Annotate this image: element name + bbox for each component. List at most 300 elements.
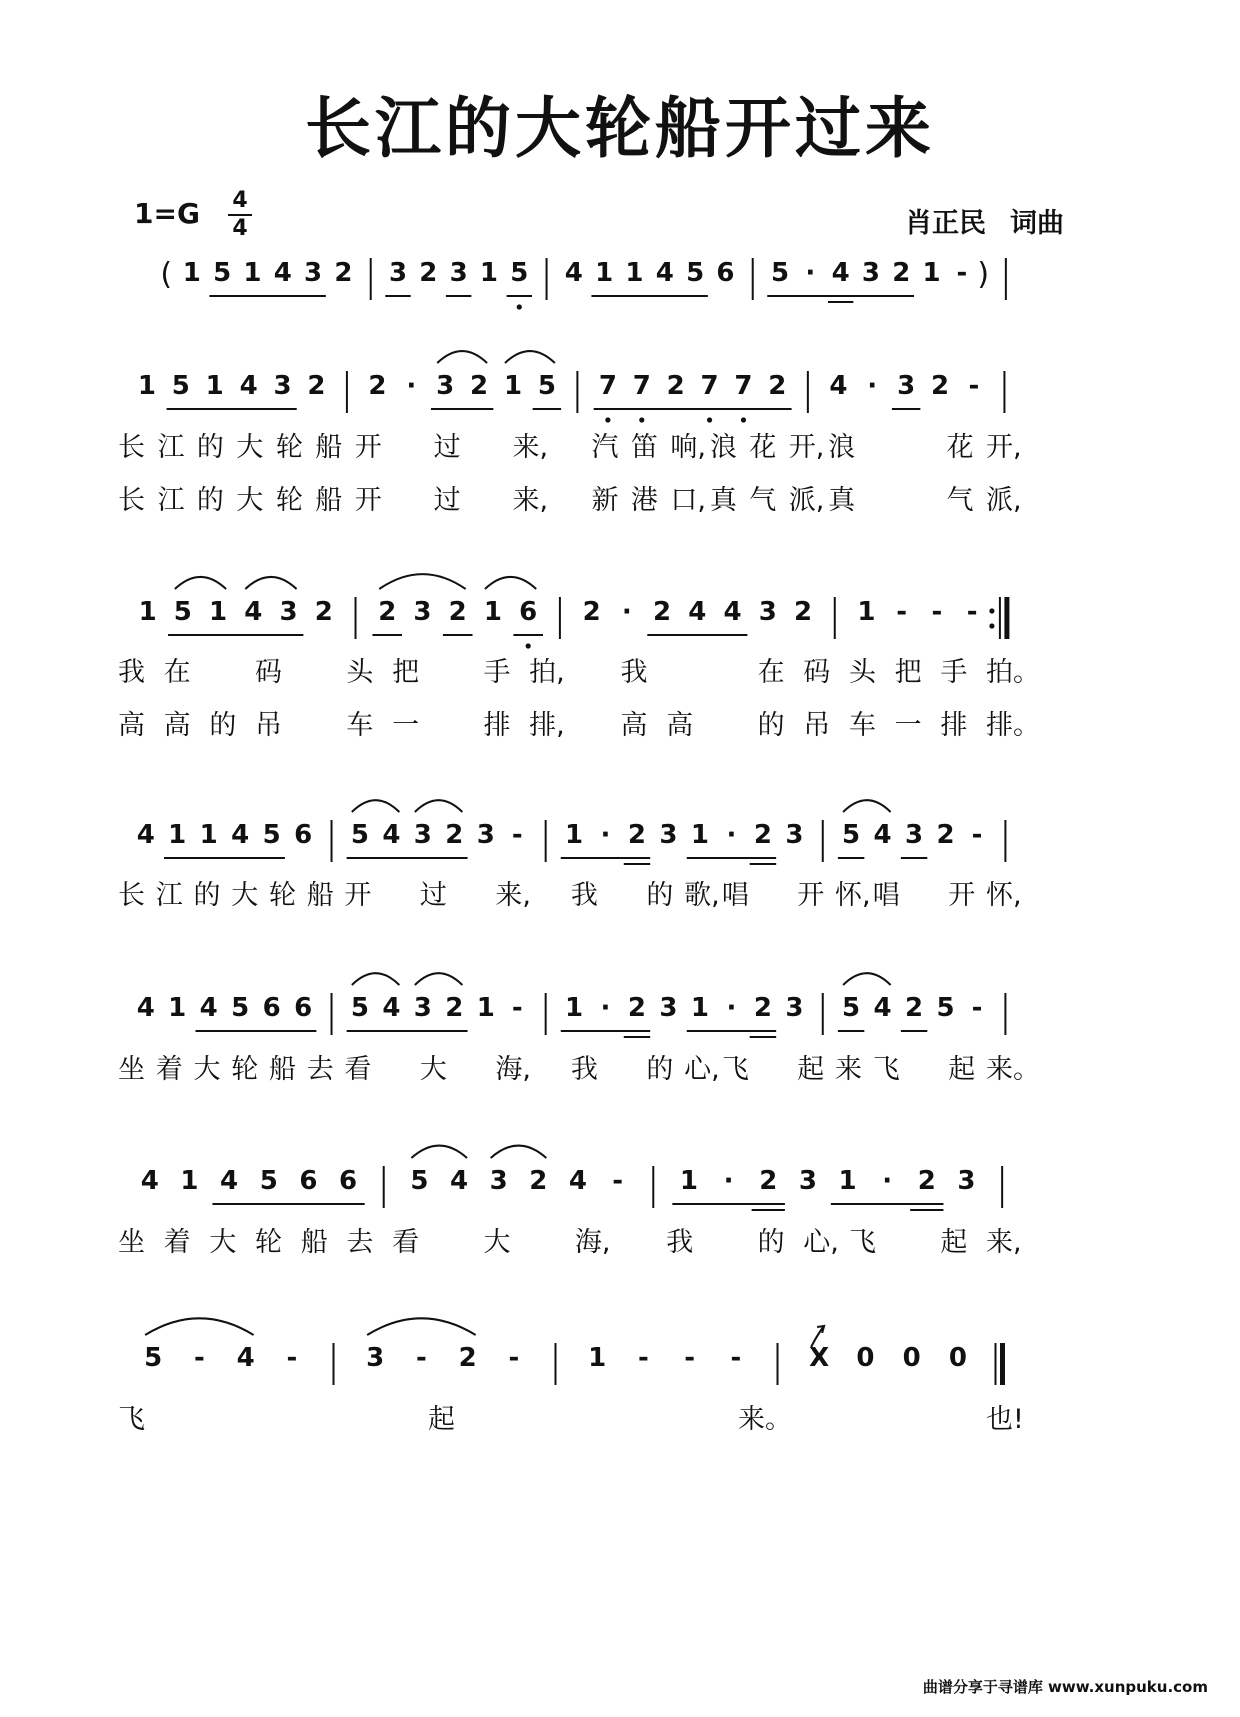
note: 3	[861, 258, 880, 288]
lyric-syllable: 吊	[255, 710, 283, 741]
note: 1	[679, 1166, 698, 1196]
lyric-syllable: 来,	[495, 880, 531, 911]
lyric-syllable: 开	[344, 880, 372, 911]
composer-name: 肖正民	[905, 208, 986, 239]
note: 4	[568, 1166, 587, 1196]
dotted-rhythm: ·	[600, 820, 611, 850]
note: 2	[470, 371, 489, 401]
note-extension: -	[956, 258, 968, 288]
lyric-syllable: 轮	[231, 1054, 259, 1085]
note: 5	[410, 1166, 429, 1196]
lyric-syllable: 真	[828, 485, 856, 516]
lyric-syllable: 大	[236, 485, 264, 516]
note: 7	[700, 371, 719, 401]
lyric-syllable: 江	[155, 880, 183, 911]
lyric-syllable: 轮	[275, 485, 303, 516]
octave-dot-below	[707, 417, 712, 422]
lyric-syllable: 吊	[803, 710, 831, 741]
note: 6	[262, 993, 281, 1023]
note: 4	[136, 820, 155, 850]
note: 0	[948, 1343, 967, 1373]
dotted-rhythm: ·	[867, 371, 878, 401]
lyric-syllable: 坐	[118, 1054, 145, 1085]
note: 1	[588, 1343, 607, 1373]
note: 3	[279, 597, 298, 627]
lyric-syllable: 飞	[118, 1404, 145, 1435]
octave-dot-below	[741, 417, 746, 422]
note: 2	[768, 371, 787, 401]
lyric-syllable: 把	[392, 657, 420, 688]
lyric-syllable: 排	[483, 710, 511, 741]
lyric-syllable: 着	[163, 1227, 191, 1258]
lyric-syllable: 来,	[512, 485, 549, 516]
lyric-syllable: 来	[835, 1054, 863, 1085]
note: 1	[138, 597, 157, 627]
lyric-syllable: 大	[231, 880, 259, 911]
lyric-syllable: 起	[428, 1404, 455, 1435]
note: 3	[798, 1166, 817, 1196]
note: 2	[936, 820, 955, 850]
lyric-syllable: 开,	[986, 432, 1022, 463]
note: 3	[413, 820, 432, 850]
note: 6	[294, 820, 313, 850]
song-title: 长江的大轮船开过来	[305, 90, 935, 167]
lyric-syllable: 高	[163, 710, 191, 741]
lyric-syllable: 排。	[986, 710, 1040, 741]
parenthesis: (	[160, 257, 173, 292]
note: 2	[445, 820, 464, 850]
lyric-syllable: 气	[749, 485, 777, 516]
note: 2	[627, 993, 647, 1023]
note: 7	[632, 371, 651, 401]
note: 1	[625, 258, 644, 288]
note: 5	[171, 371, 190, 401]
note: 4	[564, 258, 583, 288]
note: 2	[314, 597, 333, 627]
note-extension: -	[684, 1343, 696, 1373]
note: 1	[182, 258, 201, 288]
note: 6	[294, 993, 313, 1023]
lyric-syllable: 过	[433, 432, 461, 463]
note: 3	[897, 371, 916, 401]
lyric-syllable: 码	[255, 657, 283, 688]
note: 1	[690, 820, 709, 850]
note: 3	[785, 820, 804, 850]
slur	[367, 1318, 476, 1335]
parenthesis: )	[977, 257, 990, 292]
lyric-syllable: 的	[193, 880, 221, 911]
lyric-syllable: 来。	[738, 1404, 792, 1435]
lyric-syllable: 开,	[788, 432, 825, 463]
note: 5	[686, 258, 705, 288]
lyric-syllable: 浪	[709, 432, 737, 463]
note: 2	[307, 371, 326, 401]
note: 3	[758, 597, 777, 627]
lyric-syllable: 轮	[275, 432, 303, 463]
lyric-syllable: 我	[666, 1227, 694, 1258]
note: 6	[716, 258, 735, 288]
key-signature: 1=G	[134, 197, 200, 230]
lyric-syllable: 起	[948, 1054, 976, 1085]
time-signature-bottom: 4	[232, 216, 248, 241]
lyric-syllable: 轮	[255, 1227, 283, 1258]
note: 2	[378, 597, 397, 627]
lyric-syllable: 大	[483, 1227, 511, 1258]
note: 2	[753, 820, 772, 850]
note-extension: -	[730, 1343, 742, 1373]
note: X	[809, 1343, 830, 1373]
time-signature-top: 4	[232, 188, 248, 213]
note: 4	[723, 597, 742, 627]
note: 2	[759, 1166, 778, 1196]
lyric-syllable: 长	[118, 432, 145, 463]
note: 5	[262, 820, 281, 850]
note: 1	[180, 1166, 199, 1196]
note: 3	[659, 993, 678, 1023]
note: 3	[476, 820, 495, 850]
note-extension: -	[971, 820, 983, 850]
note: 4	[236, 1343, 255, 1373]
dotted-rhythm: ·	[600, 993, 611, 1023]
note: 2	[753, 993, 772, 1023]
note: 3	[905, 820, 924, 850]
lyric-syllable: 飞	[721, 1054, 749, 1085]
octave-dot-below	[605, 417, 610, 422]
lyric-syllable: 我	[620, 657, 648, 688]
note: 5	[770, 258, 790, 288]
lyric-syllable: 歌,	[684, 880, 720, 911]
slur	[415, 800, 462, 812]
note: 3	[785, 993, 804, 1023]
slur	[379, 574, 465, 589]
lyric-syllable: 真	[709, 485, 737, 516]
lyric-syllable: 怀,	[986, 880, 1022, 911]
lyric-syllable: 看	[344, 1054, 372, 1085]
slur	[145, 1318, 254, 1335]
note-extension: -	[612, 1166, 623, 1196]
lyric-syllable: 港	[630, 485, 658, 516]
note: 4	[831, 258, 850, 288]
lyric-syllable: 长	[118, 485, 145, 516]
note: 2	[334, 258, 353, 288]
note: 5	[537, 371, 556, 401]
note: 1	[199, 820, 218, 850]
octave-dot-below	[517, 304, 522, 309]
note: 4	[655, 258, 674, 288]
lyric-syllable: 口,	[670, 485, 706, 516]
lyric-syllable: 飞	[872, 1054, 900, 1085]
note: 4	[829, 371, 848, 401]
note: 2	[458, 1343, 477, 1373]
note: 1	[168, 993, 187, 1023]
note-extension: -	[968, 371, 980, 401]
lyric-syllable: 排,	[529, 710, 565, 741]
note: 3	[957, 1166, 976, 1196]
lyric-syllable: 头	[346, 657, 374, 688]
note: 3	[366, 1343, 385, 1373]
lyric-syllable: 大	[236, 432, 264, 463]
note: 1	[922, 258, 941, 288]
lyric-syllable: 手	[483, 657, 511, 688]
lyric-syllable: 的	[646, 1054, 674, 1085]
note: 1	[595, 258, 614, 288]
note: 1	[137, 371, 156, 401]
lyric-syllable: 船	[268, 1054, 296, 1085]
note: 2	[529, 1166, 548, 1196]
note: 2	[653, 597, 672, 627]
note: 3	[304, 258, 323, 288]
note: 2	[368, 371, 387, 401]
note: 4	[199, 993, 218, 1023]
note-extension: -	[971, 993, 983, 1023]
lyric-syllable: 开	[948, 880, 976, 911]
lyric-syllable: 一	[894, 710, 922, 741]
note-extension: -	[193, 1343, 205, 1373]
dotted-rhythm: ·	[805, 258, 816, 288]
lyric-syllable: 汽	[591, 432, 619, 463]
octave-dot-below	[639, 417, 644, 422]
note: 1	[479, 258, 498, 288]
note: 4	[382, 820, 401, 850]
note: 1	[209, 597, 228, 627]
slur	[175, 577, 226, 589]
lyric-syllable: 起	[797, 1054, 825, 1085]
note: 3	[413, 597, 432, 627]
note: 1	[564, 820, 584, 850]
lyric-syllable: 新	[591, 485, 619, 516]
lyric-syllable: 过	[419, 880, 447, 911]
note-extension: -	[508, 1343, 520, 1373]
note-extension: -	[511, 820, 523, 850]
lyric-syllable: 来,	[986, 1227, 1022, 1258]
lyric-syllable: 船	[315, 432, 343, 463]
lyric-syllable: 去	[306, 1054, 334, 1085]
lyric-syllable: 的	[646, 880, 674, 911]
note: 5	[842, 820, 861, 850]
lyric-syllable: 高	[620, 710, 648, 741]
note: 1	[168, 820, 187, 850]
lyric-syllable: 浪	[828, 432, 856, 463]
lyric-syllable: 把	[894, 657, 922, 688]
lyric-syllable: 江	[157, 432, 185, 463]
lyric-syllable: 唱	[721, 880, 749, 911]
note: 4	[873, 820, 892, 850]
note: 1	[857, 597, 876, 627]
note: 4	[231, 820, 250, 850]
note: 7	[734, 371, 753, 401]
octave-dot-below	[526, 643, 531, 648]
note: 6	[519, 597, 538, 627]
note: 4	[382, 993, 401, 1023]
note: 4	[220, 1166, 239, 1196]
note: 3	[489, 1166, 508, 1196]
slur	[437, 351, 487, 363]
note: 1	[564, 993, 584, 1023]
lyric-syllable: 心,	[684, 1054, 720, 1085]
note: 0	[856, 1343, 875, 1373]
lyric-syllable: 的	[757, 710, 785, 741]
lyric-syllable: 来。	[986, 1054, 1040, 1085]
lyric-syllable: 飞	[848, 1227, 876, 1258]
note: 6	[299, 1166, 318, 1196]
note: 4	[239, 371, 258, 401]
lyric-syllable: 大	[193, 1054, 221, 1085]
note: 1	[503, 371, 523, 401]
lyric-syllable: 也!	[986, 1404, 1024, 1435]
lyric-syllable: 高	[118, 710, 145, 741]
note: 4	[140, 1166, 159, 1196]
note-extension: -	[966, 597, 978, 627]
lyric-syllable: 过	[433, 485, 461, 516]
note: 5	[144, 1343, 163, 1373]
note: 5	[842, 993, 861, 1023]
note: 3	[413, 993, 432, 1023]
lyric-syllable: 手	[940, 657, 968, 688]
lyric-syllable: 花	[946, 432, 974, 463]
lyric-syllable: 我	[570, 880, 598, 911]
note: 2	[582, 597, 601, 627]
note: 5	[259, 1166, 278, 1196]
lyric-syllable: 派,	[788, 485, 825, 516]
note: 1	[838, 1166, 857, 1196]
slur	[843, 973, 890, 985]
dotted-rhythm: ·	[726, 820, 737, 850]
slur	[352, 800, 399, 812]
lyric-syllable: 大	[209, 1227, 237, 1258]
lyric-syllable: 船	[306, 880, 334, 911]
lyric-syllable: 轮	[268, 880, 296, 911]
note: 4	[136, 993, 155, 1023]
note: 5	[350, 820, 369, 850]
lyric-syllable: 派,	[986, 485, 1022, 516]
note: 7	[598, 371, 617, 401]
slur	[245, 577, 296, 589]
note-extension: -	[286, 1343, 298, 1373]
lyric-syllable: 江	[157, 485, 185, 516]
repeat-dot	[989, 623, 994, 628]
note: 2	[905, 993, 924, 1023]
note: 2	[445, 993, 464, 1023]
lyric-syllable: 开	[354, 485, 382, 516]
note: 1	[243, 258, 262, 288]
lyric-syllable: 我	[570, 1054, 598, 1085]
repeat-dot	[989, 608, 994, 613]
lyric-syllable: 响,	[670, 432, 706, 463]
note: 5	[231, 993, 250, 1023]
note: 4	[273, 258, 292, 288]
slur	[491, 1146, 547, 1158]
dotted-rhythm: ·	[621, 597, 632, 627]
note: 2	[930, 371, 950, 401]
lyric-syllable: 排	[940, 710, 968, 741]
lyric-syllable: 的	[209, 710, 237, 741]
note: 5	[173, 597, 192, 627]
note: 5	[350, 993, 369, 1023]
lyric-syllable: 海,	[574, 1227, 611, 1258]
lyric-syllable: 开	[797, 880, 825, 911]
lyric-syllable: 怀,	[835, 880, 871, 911]
lyric-syllable: 码	[803, 657, 831, 688]
note: 5	[936, 993, 955, 1023]
note: 3	[436, 371, 455, 401]
dotted-rhythm: ·	[882, 1166, 893, 1196]
note: 2	[917, 1166, 936, 1196]
note-extension: -	[637, 1343, 649, 1373]
lyric-syllable: 在	[163, 657, 191, 688]
lyric-syllable: 拍。	[986, 657, 1040, 688]
lyric-syllable: 我	[118, 657, 145, 688]
note-extension: -	[896, 597, 908, 627]
lyric-syllable: 一	[392, 710, 420, 741]
lyric-syllable: 花	[749, 432, 777, 463]
note: 2	[892, 258, 911, 288]
lyric-syllable: 长	[118, 880, 145, 911]
note: 4	[244, 597, 263, 627]
note: 5	[213, 258, 232, 288]
note: 1	[476, 993, 495, 1023]
lyric-syllable: 海,	[495, 1054, 531, 1085]
note: 4	[688, 597, 707, 627]
lyric-syllable: 去	[346, 1227, 374, 1258]
note: 1	[690, 993, 709, 1023]
note: 3	[388, 258, 408, 288]
note: 2	[666, 371, 685, 401]
note: 2	[794, 597, 813, 627]
slur	[411, 1146, 467, 1158]
lyric-syllable: 着	[155, 1054, 183, 1085]
note: 3	[659, 820, 678, 850]
note: 1	[483, 597, 502, 627]
note: 4	[449, 1166, 469, 1196]
note-extension: -	[511, 993, 523, 1023]
note: 2	[448, 597, 467, 627]
slur	[843, 800, 890, 812]
lyric-syllable: 大	[419, 1054, 447, 1085]
note: 3	[273, 371, 292, 401]
lyric-syllable: 看	[392, 1227, 420, 1258]
lyric-syllable: 车	[848, 710, 876, 741]
note: 5	[510, 258, 529, 288]
note: 1	[205, 371, 224, 401]
lyric-syllable: 的	[757, 1227, 785, 1258]
dotted-rhythm: ·	[406, 371, 417, 401]
composer-role: 词曲	[1010, 208, 1064, 239]
note: 6	[338, 1166, 358, 1196]
note: 0	[902, 1343, 921, 1373]
note: 2	[419, 258, 438, 288]
lyric-syllable: 车	[346, 710, 374, 741]
note-extension: -	[415, 1343, 427, 1373]
lyric-syllable: 在	[757, 657, 785, 688]
lyric-syllable: 开	[354, 432, 382, 463]
lyric-syllable: 坐	[118, 1227, 145, 1258]
slur	[505, 351, 555, 363]
footer-credit: 曲谱分享于寻谱库 www.xunpuku.com	[922, 1678, 1208, 1696]
slur	[485, 577, 536, 589]
lyric-syllable: 船	[300, 1227, 328, 1258]
lyric-syllable: 拍,	[529, 657, 565, 688]
lyric-syllable: 头	[848, 657, 876, 688]
lyric-syllable: 唱	[872, 880, 900, 911]
note: 3	[449, 258, 468, 288]
note: 4	[873, 993, 892, 1023]
note-extension: -	[931, 597, 943, 627]
dotted-rhythm: ·	[726, 993, 737, 1023]
lyric-syllable: 的	[196, 485, 224, 516]
lyric-syllable: 来,	[512, 432, 549, 463]
lyric-syllable: 笛	[630, 432, 658, 463]
lyric-syllable: 船	[315, 485, 343, 516]
